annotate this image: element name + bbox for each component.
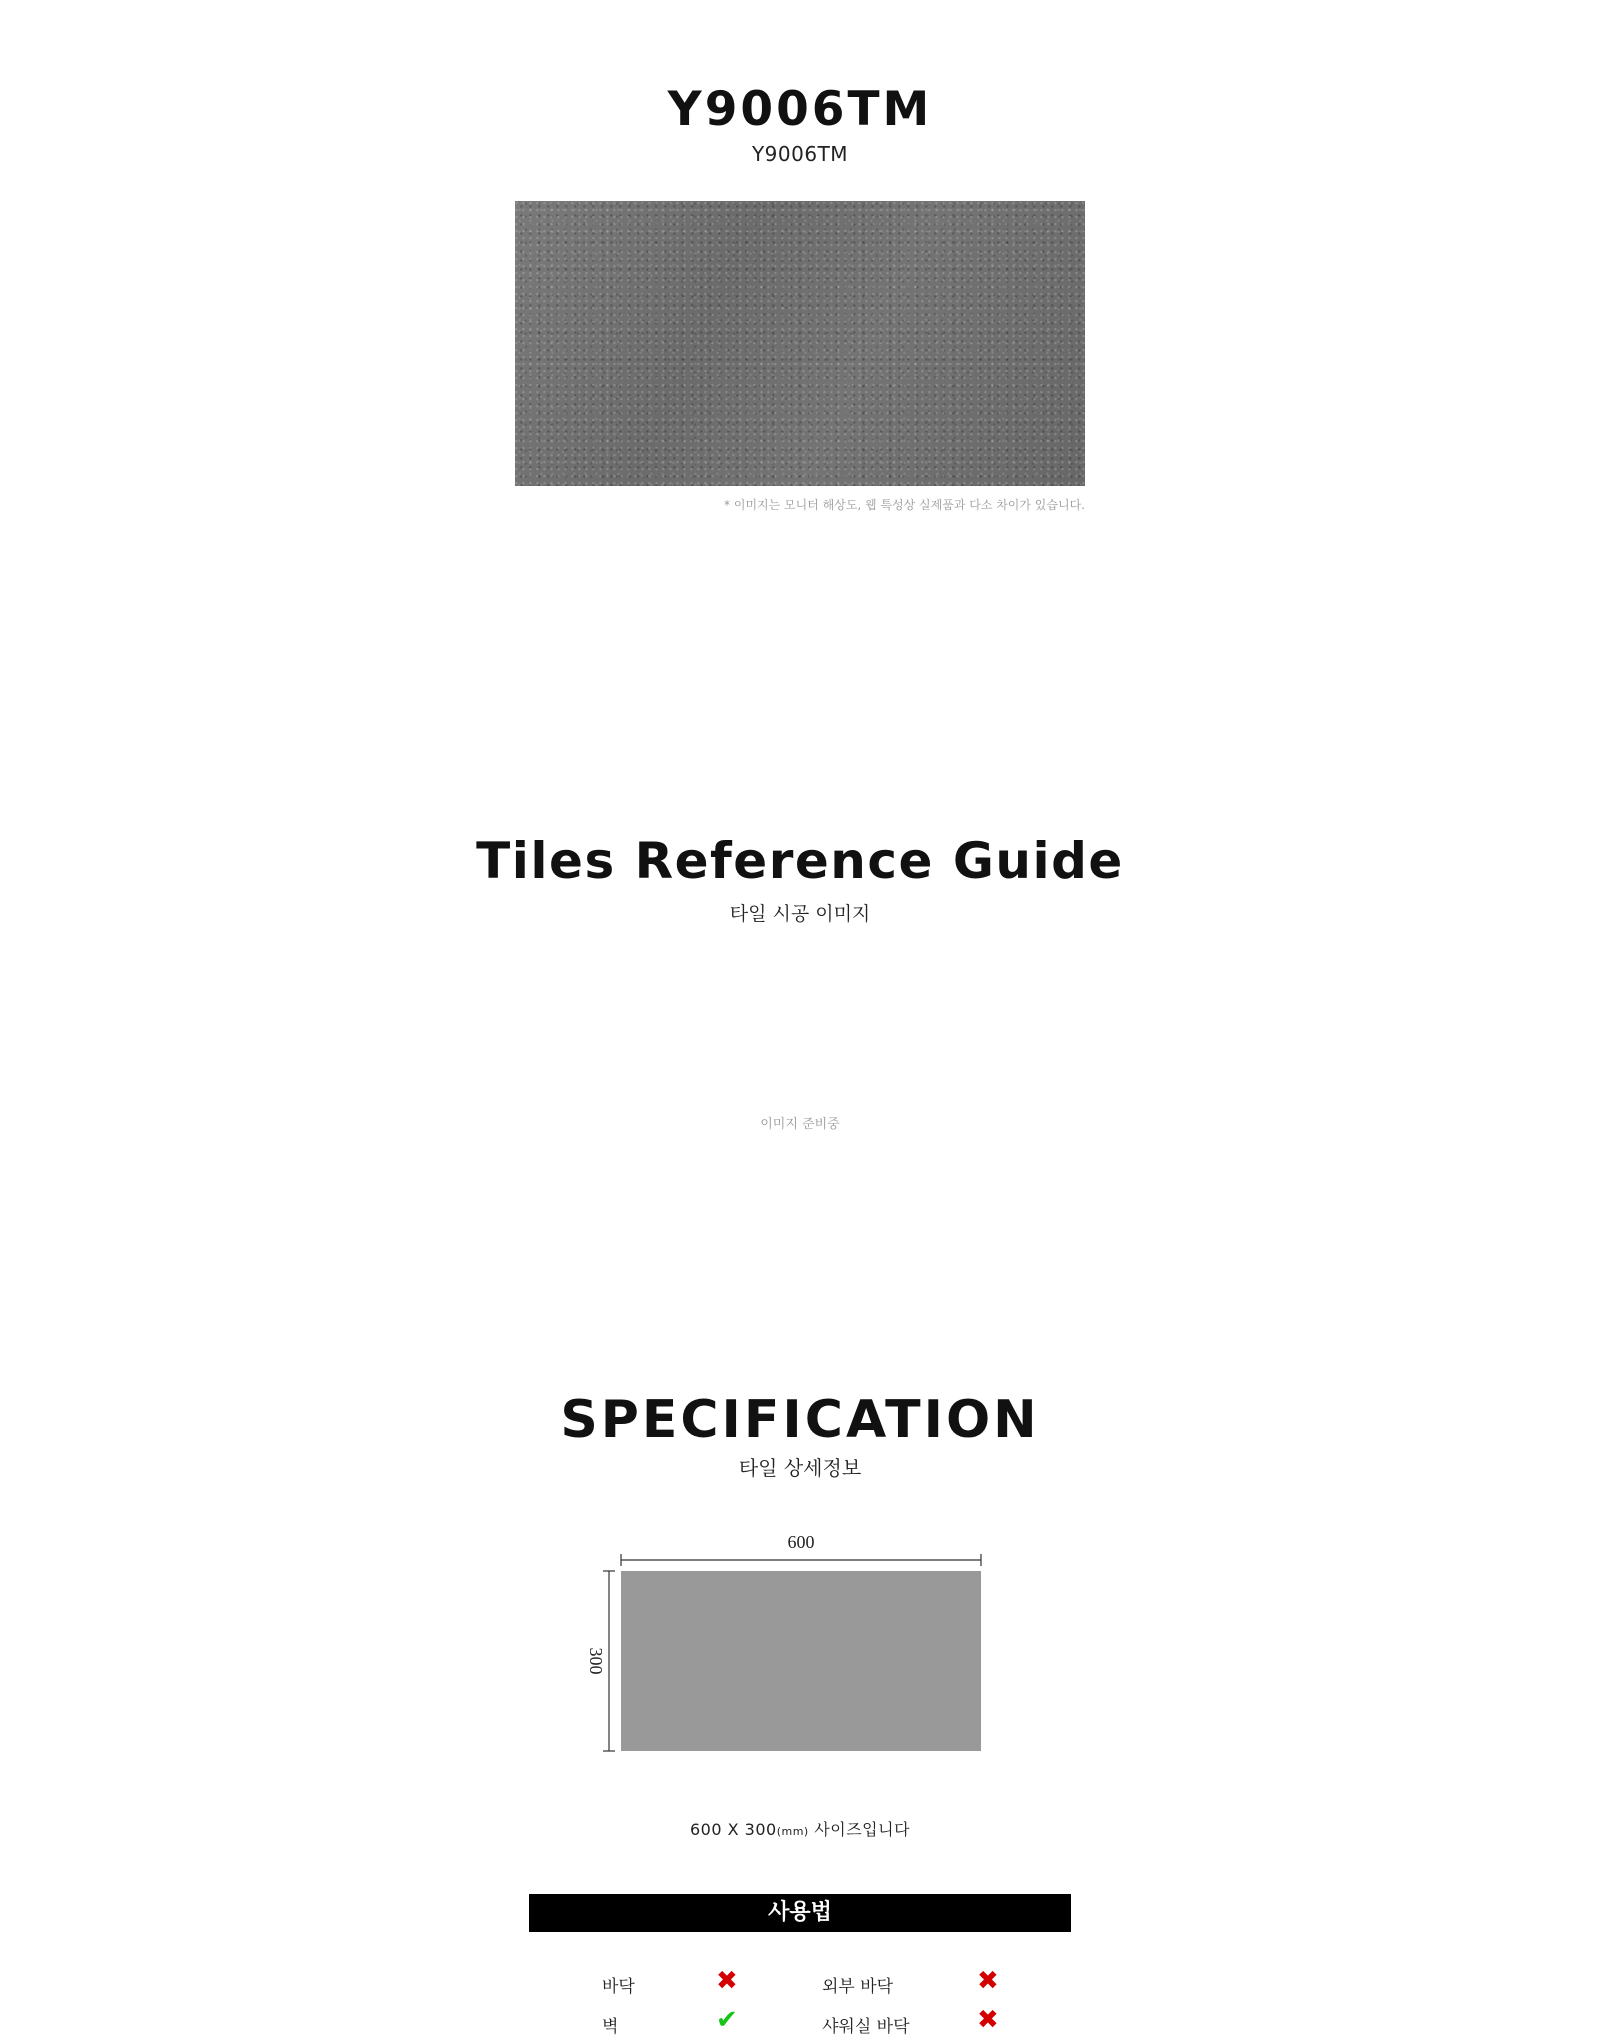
usage-header: 사용법	[529, 1894, 1071, 1932]
usage-label-wall: 벽	[602, 2017, 619, 2037]
usage-wall-yes-icon: ✔	[716, 2005, 738, 2035]
tile-photo	[515, 201, 1085, 486]
image-disclaimer: * 이미지는 모니터 해상도, 웹 특성상 실제품과 다소 차이가 있습니다.	[724, 498, 1085, 512]
guide-subtitle: 타일 시공 이미지	[729, 903, 871, 925]
product-subtitle: Y9006TM	[751, 142, 849, 166]
size-suffix: 사이즈입니다	[808, 1820, 911, 1839]
usage-label-floor: 바닥	[602, 1977, 635, 1997]
image-placeholder: 이미지 준비중	[760, 1117, 840, 1132]
width-label: 600	[787, 1532, 815, 1552]
size-value: 600 X 300	[689, 1820, 777, 1839]
guide-title: Tiles Reference Guide	[476, 832, 1124, 890]
tile-size-diagram	[560, 1520, 1000, 1760]
spec-subtitle: 타일 상세정보	[738, 1456, 862, 1480]
tile-shape	[621, 1571, 981, 1751]
size-unit: (mm)	[776, 1825, 809, 1838]
usage-label-outdoor-floor: 외부 바닥	[822, 1977, 894, 1997]
usage-shower-floor-no-icon: ✖	[977, 2005, 999, 2035]
height-label: 300	[586, 1647, 606, 1675]
usage-label-shower-floor: 샤워실 바닥	[822, 2017, 910, 2037]
product-title: Y9006TM	[667, 82, 933, 137]
size-description	[0, 1817, 1600, 1840]
usage-floor-no-icon: ✖	[716, 1966, 738, 1996]
usage-outdoor-floor-no-icon: ✖	[977, 1966, 999, 1996]
spec-title: SPECIFICATION	[560, 1390, 1040, 1450]
